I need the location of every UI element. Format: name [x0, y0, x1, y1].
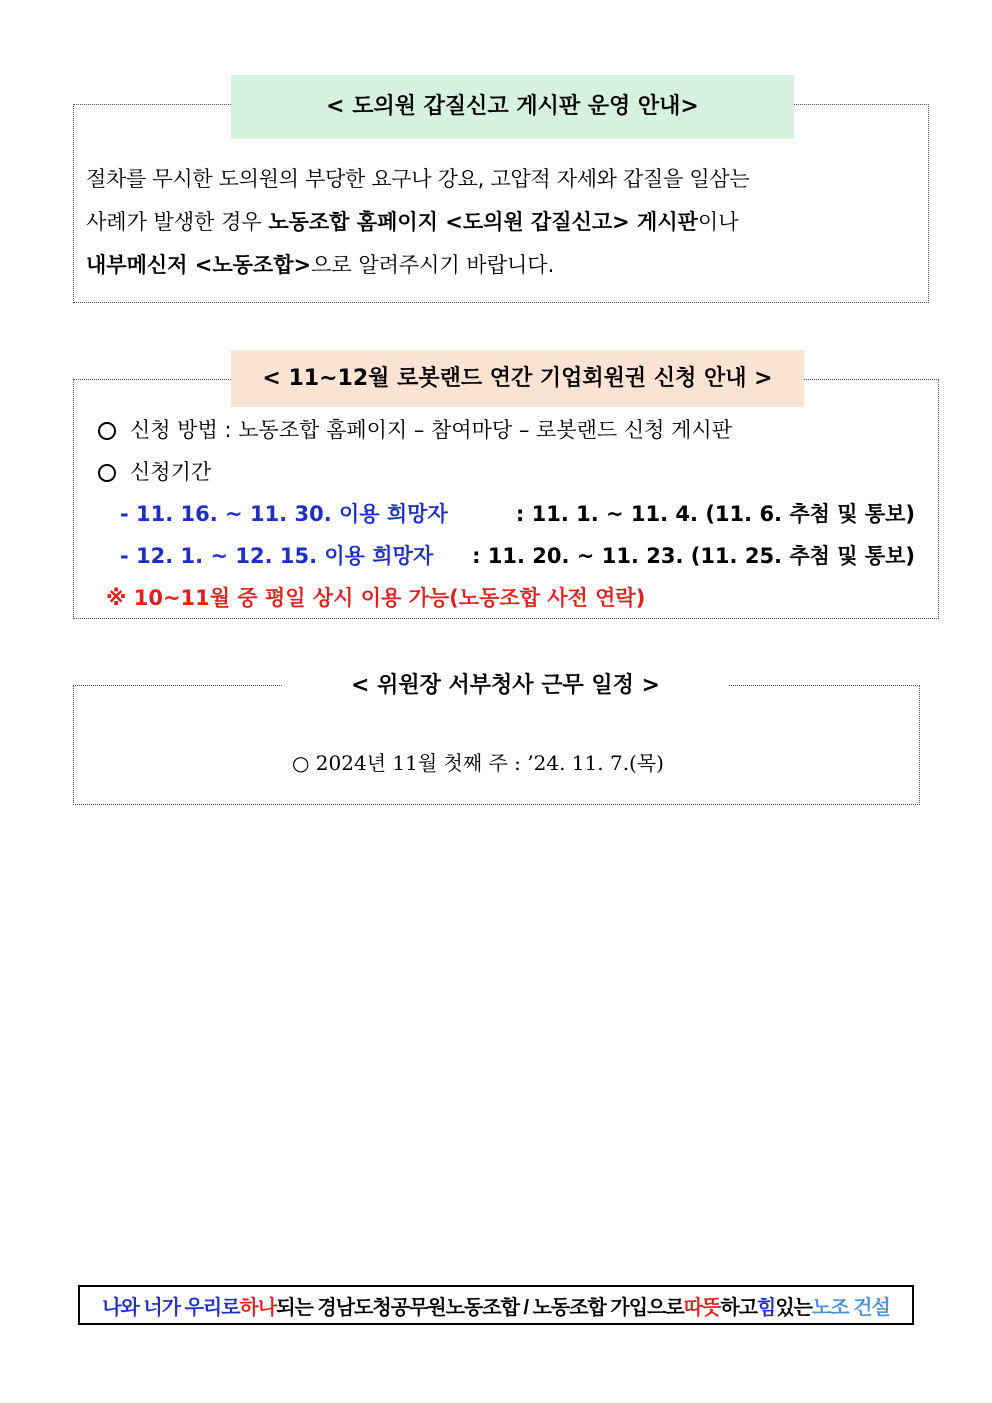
period-row-1-users: - 11. 16. ~ 11. 30. 이용 희망자 [120, 502, 448, 526]
slogan-part-1: 나와 너가 우리로 [102, 1296, 240, 1319]
union-slogan-banner [78, 1285, 914, 1325]
slogan-part-2: 하나 [239, 1296, 277, 1319]
gapjil-notice-line-1: 절차를 무시한 도의원의 부당한 요구나 강요, 고압적 자세와 갑질을 일삼는 [86, 167, 750, 191]
gapjil-notice-title: < 도의원 갑질신고 게시판 운영 안내> [231, 75, 794, 139]
robotland-period-label: 신청기간 [130, 460, 212, 484]
slogan-part-5: 하고 [720, 1296, 757, 1319]
robotland-period-row-2 [120, 540, 915, 570]
slogan-part-7: 있는 [775, 1296, 812, 1319]
gapjil-notice-line-2 [86, 206, 739, 236]
gapjil-notice-line-3-b: 으로 알려주시기 바랍니다. [311, 253, 555, 277]
gapjil-notice-line-3-a: 내부메신저 <노동조합> [86, 253, 312, 277]
circle-bullet-icon [98, 464, 116, 482]
robotland-period-row-1 [120, 498, 915, 528]
slogan-part-4: 따뜻 [683, 1296, 721, 1319]
robotland-notice-title: < 11~12월 로봇랜드 연간 기업회원권 신청 안내 > [231, 350, 804, 407]
period-row-2-dates: : 11. 20. ~ 11. 23. (11. 25. 추첨 및 통보) [472, 544, 915, 568]
gapjil-notice-line-2-b: 노동조합 홈페이지 <도의원 갑질신고> 게시판 [268, 210, 698, 234]
robotland-period-line [98, 456, 211, 486]
chairman-schedule-title: < 위원장 서부청사 근무 일정 > [283, 664, 728, 708]
robotland-method: 신청 방법 : 노동조합 홈페이지 – 참여마당 – 로봇랜드 신청 게시판 [130, 418, 732, 442]
slogan-part-3: 되는 경남도청공무원노동조합 / 노동조합 가입으로 [276, 1296, 684, 1319]
chairman-schedule-item: ○ 2024년 11월 첫째 주 : ’24. 11. 7.(목) [292, 751, 664, 775]
gapjil-notice-line-2-c: 이나 [697, 210, 739, 234]
robotland-note: ※ 10~11월 중 평일 상시 이용 가능(노동조합 사전 연락) [106, 586, 646, 610]
circle-bullet-icon [98, 422, 116, 440]
slogan-part-8: 노조 건설 [811, 1296, 890, 1319]
period-row-2-users: - 12. 1. ~ 12. 15. 이용 희망자 [120, 544, 434, 568]
slogan-part-6: 힘 [756, 1296, 776, 1319]
gapjil-notice-line-2-a: 사례가 발생한 경우 [86, 210, 269, 234]
robotland-method-line [98, 414, 732, 444]
gapjil-notice-line-3 [86, 249, 554, 279]
period-row-1-dates: : 11. 1. ~ 11. 4. (11. 6. 추첨 및 통보) [515, 502, 915, 526]
